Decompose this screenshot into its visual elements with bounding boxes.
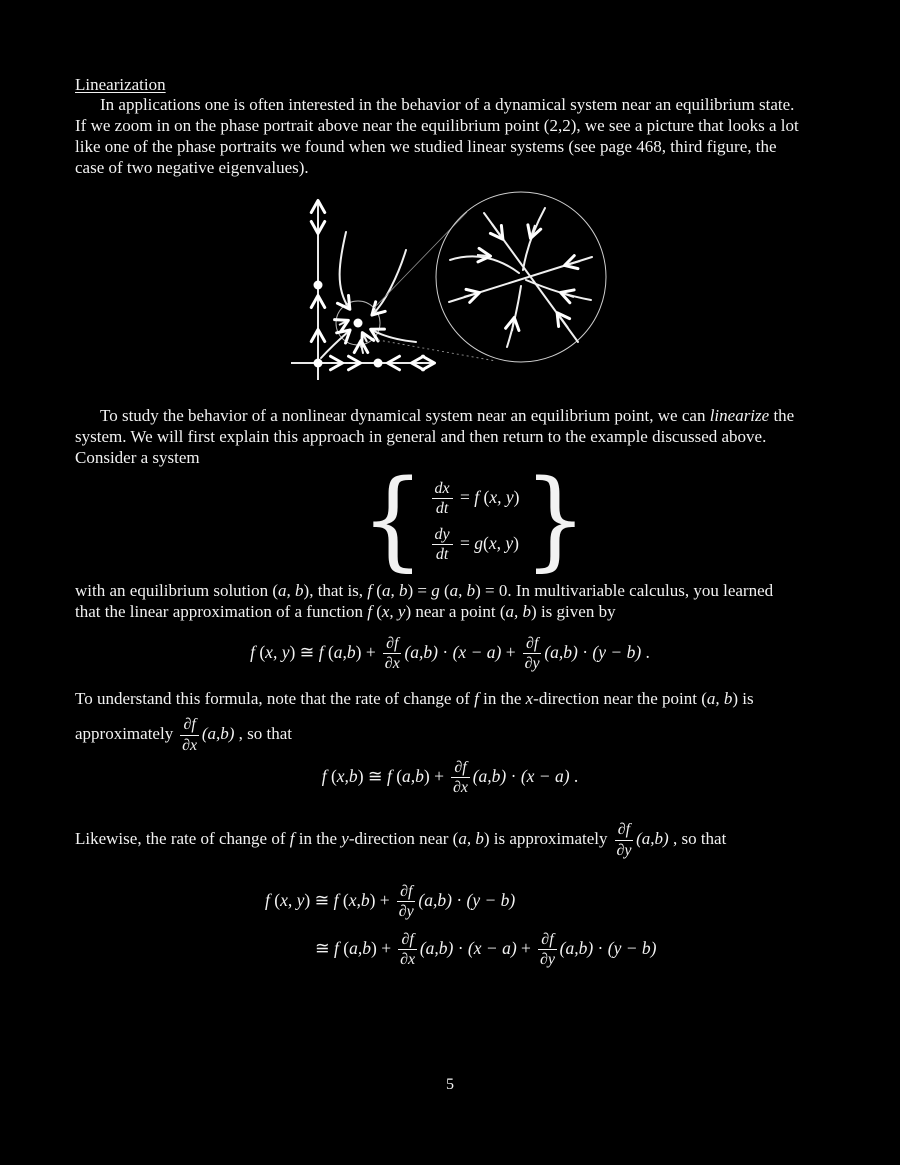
- equation-dxdt: $\frac{dx}{dt}$ = f (x, y): [429, 474, 520, 520]
- paragraph-y-direction: Likewise, the rate of change of f in the y-direction near (a, b) is approximately $\frac{\partial f}{\partial y}$ (a,b) , so that: [75, 820, 727, 859]
- text-line: To study the behavior of a nonlinear dynamical system near an equilibrium point, we can linearize the: [100, 406, 795, 425]
- equation-linear-approximation: f (x, y) ≅ f (a,b) + $\frac{\partial f}{\partial x}$ (a,b) · (x − a) + $\frac{\partial f}{\partial y}$ (a,b) · (y − b) .: [250, 634, 650, 673]
- text-line: case of two negative eigenvalues).: [75, 158, 309, 177]
- page-number: 5: [446, 1076, 454, 1093]
- text-line-with-fraction: approximately $\frac{\partial f}{\partial x}$ (a,b) , so that: [75, 715, 292, 754]
- paragraph-intro: [75, 94, 799, 178]
- equation-line: f (x, y) ≅ f (x,b) + $\frac{\partial f}{\partial y}$ (a,b) · (y − b): [265, 882, 516, 921]
- equation-line: ≅ f (a,b) + $\frac{\partial f}{\partial x}$ (a,b) · (x − a) + $\frac{\partial f}{\partial y}$ (a,b) · (y − b): [315, 930, 657, 969]
- section-title: Linearization: [75, 75, 166, 94]
- equation-x-approximation: f (x,b) ≅ f (a,b) + $\frac{\partial f}{\partial x}$ (a,b) · (x − a) .: [321, 758, 579, 797]
- left-brace: {: [360, 456, 425, 583]
- paragraph-x-direction: [75, 688, 754, 759]
- text-line: Consider a system: [75, 448, 200, 467]
- text-line: that the linear approximation of a function f (x, y) near a point (a, b) is given by: [75, 602, 616, 621]
- phase-portrait-figure: [283, 190, 623, 390]
- text-line: To understand this formula, note that the rate of change of f in the x-direction near the point (a, b) is: [75, 689, 754, 708]
- text-line: with an equilibrium solution (a, b), that is, f (a, b) = g (a, b) = 0. In multivariable calculus, you learned: [75, 581, 774, 600]
- paragraph-equilibrium-solution: [75, 580, 773, 622]
- text-line: In applications one is often interested in the behavior of a dynamical system near an equilibrium state.: [100, 95, 795, 114]
- text-line: like one of the phase portraits we found when we studied linear systems (see page 468, third figure, the: [75, 137, 777, 156]
- right-brace: }: [523, 456, 588, 583]
- trajectories-small-plot: [321, 232, 416, 358]
- paragraph-linearize: [75, 405, 794, 468]
- text-line: system. We will first explain this approach in general and then return to the example discussed above.: [75, 427, 767, 446]
- phase-plane-axes: [291, 202, 433, 380]
- equation-dydt: $\frac{dy}{dt}$ = g(x, y): [429, 520, 520, 566]
- equation-y-approximation: [265, 876, 656, 972]
- text-line: If we zoom in on the phase portrait above near the equilibrium point (2,2), we see a picture that looks a lot: [75, 116, 799, 135]
